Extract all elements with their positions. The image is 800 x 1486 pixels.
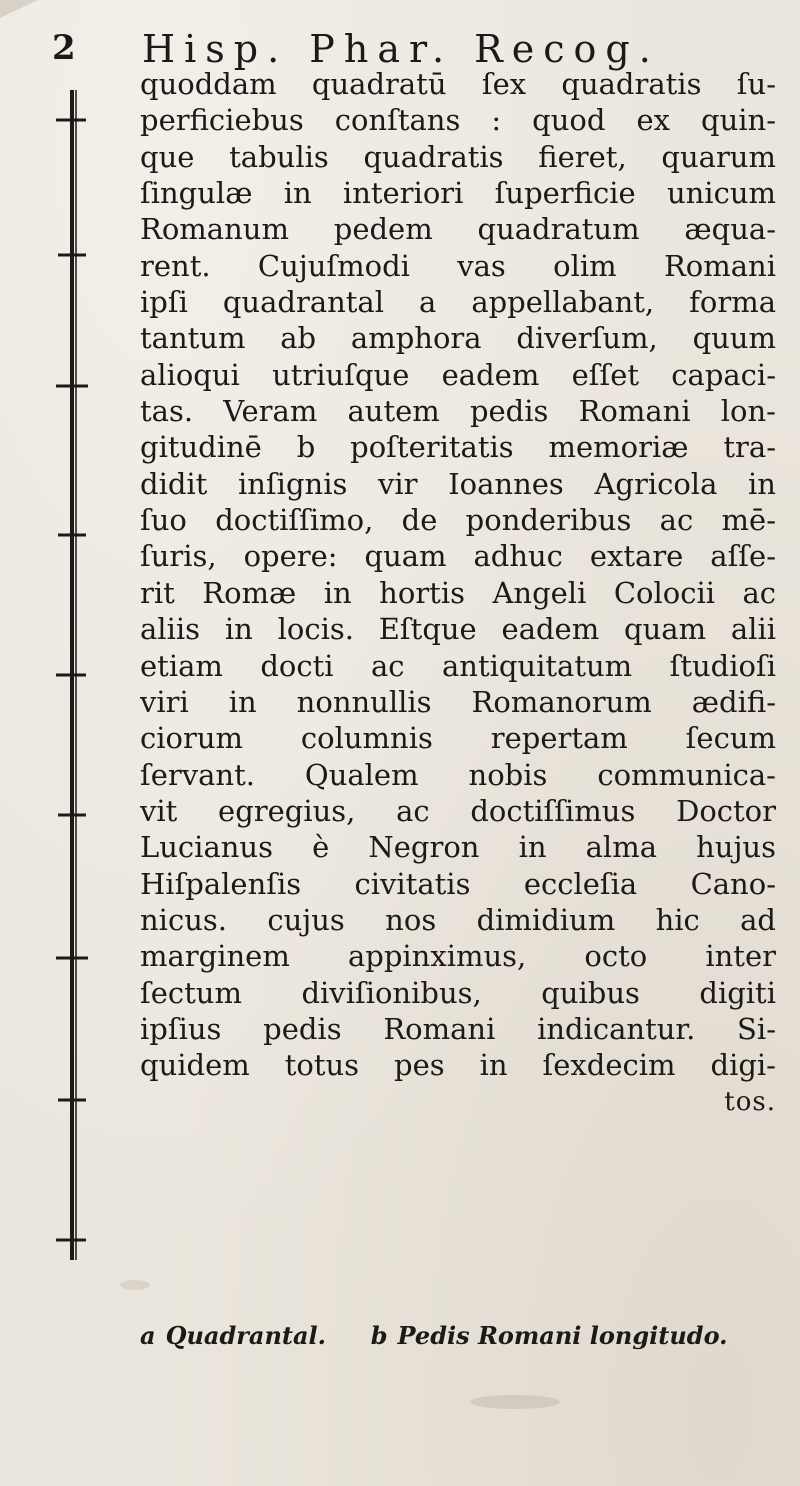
- text-line: ipſius pedis Romani indicantur. Si-: [140, 1011, 776, 1046]
- text-line: tas. Veram autem pedis Romani lon-: [140, 394, 776, 429]
- footnote-a: [140, 1321, 334, 1350]
- text-line: vit egregius, ac doctiſſimus Doctor: [140, 793, 776, 828]
- roman-foot-ruler: [52, 90, 92, 1260]
- text-line: didit inſignis vir Ioannes Agricola in: [140, 466, 776, 501]
- text-line: rit Romæ in hortis Angeli Colocii ac: [140, 575, 776, 610]
- text-line: nicus. cujus nos dimidium hic ad: [140, 902, 776, 937]
- text-line: ſuo doctiſſimo, de ponderibus ac mē-: [140, 503, 776, 538]
- text-line: que tabulis quadratis fieret, quarum: [140, 139, 776, 174]
- text-line: Lucianus è Negron in alma hujus: [140, 830, 776, 865]
- footnote-mark: a: [140, 1321, 156, 1350]
- text-line: quoddam quadratū ſex quadratis ſu-: [140, 67, 776, 101]
- text-line: ſectum diviſionibus, quibus digiti: [140, 975, 776, 1010]
- text-line: etiam docti ac antiquitatum ſtudioſi: [140, 648, 776, 683]
- text-line: perficiebus conſtans : quod ex quin-: [140, 103, 776, 138]
- text-line: ciorum columnis repertam ſecum: [140, 721, 776, 756]
- paper-stain: [470, 1395, 560, 1409]
- text-line: gitudinē b poſteritatis memoriæ tra-: [140, 430, 776, 465]
- text-line: quidem totus pes in ſexdecim digi-: [140, 1048, 776, 1083]
- page-corner-fold: [0, 0, 38, 18]
- text-line: rent. Cujuſmodi vas olim Romani: [140, 248, 776, 283]
- text-line: viri in nonnullis Romanorum ædifi-: [140, 684, 776, 719]
- catchword: tos.: [724, 1086, 776, 1117]
- text-line: ſuris, opere: quam adhuc extare aſſe-: [140, 539, 776, 574]
- paper-stain: [120, 1280, 150, 1290]
- text-line: Romanum pedem quadratum æqua-: [140, 212, 776, 247]
- text-line: tantum ab amphora diverſum, quum: [140, 321, 776, 356]
- footnote-text: Pedis Romani longitudo.: [397, 1321, 728, 1350]
- text-line: Hiſpalenſis civitatis eccleſia Cano-: [140, 866, 776, 901]
- footnote-mark: b: [370, 1321, 388, 1350]
- text-line: ipſi quadrantal a appellabant, forma: [140, 285, 776, 320]
- text-line: ſervant. Qualem nobis communica-: [140, 757, 776, 792]
- footnote-text: Quadrantal.: [165, 1321, 327, 1350]
- body-text: [140, 66, 776, 1120]
- footnote-b: [371, 1321, 728, 1350]
- page-number: 2: [52, 28, 76, 68]
- text-line: alioqui utriuſque eadem eſſet capaci-: [140, 357, 776, 392]
- text-line: ſingulæ in interiori ſuperficie unicum: [140, 176, 776, 211]
- text-line: aliis in locis. Eſtque eadem quam alii: [140, 612, 776, 647]
- text-line: marginem appinximus, octo inter: [140, 939, 776, 974]
- running-head: Hisp. Phar. Recog.: [142, 27, 660, 71]
- footnotes: [140, 1316, 728, 1356]
